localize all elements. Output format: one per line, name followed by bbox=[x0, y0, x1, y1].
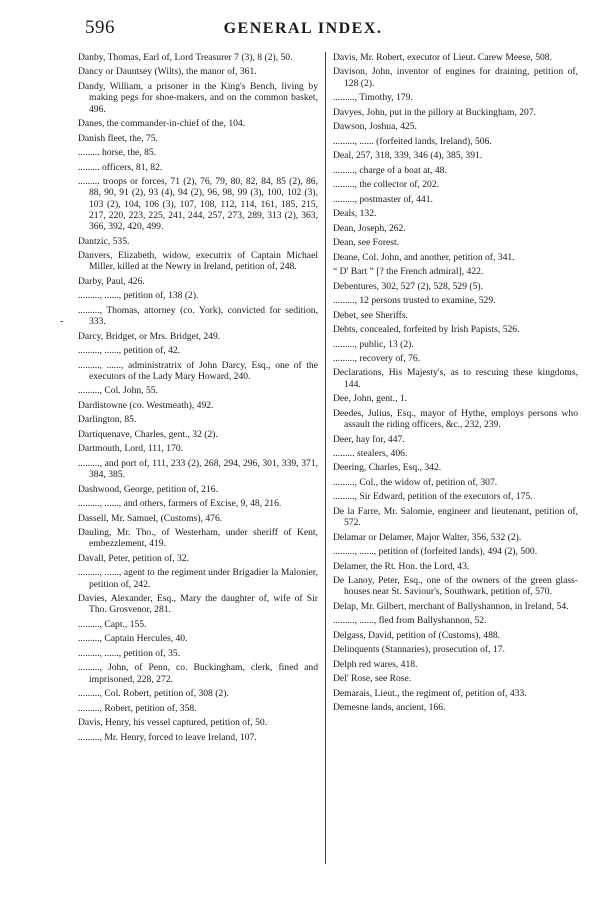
index-entry: Demesne lands, ancient, 166. bbox=[333, 702, 446, 714]
index-entry: ........., ......, petition of (forfeited lands), 494 (2), 500. bbox=[333, 546, 538, 558]
index-entry: De Lanoy, Peter, Esq., one of the owners of the green glass-houses near St. Saviour's, Southwark, petition of, 570. bbox=[333, 575, 578, 598]
index-entry: ........., Capt., 155. bbox=[78, 618, 147, 630]
index-entry: Delph red wares, 418. bbox=[333, 658, 418, 670]
index-entry: Deedes, Julius, Esq., mayor of Hythe, employs persons who assault the riding officers, &c., 232, 239. bbox=[333, 407, 578, 431]
index-entry: Davison, John, inventor of engines for draining, petition of, 128 (2). bbox=[333, 66, 578, 89]
index-entry: Davis, Henry, his vessel captured, petition of, 50. bbox=[78, 717, 268, 729]
index-entry: Danby, Thomas, Earl of, Lord Treasurer 7 (3), 8 (2), 50. bbox=[78, 52, 293, 63]
index-entry: ......... horse, the, 85. bbox=[78, 147, 157, 159]
index-entry: ........., ......, agent to the regiment under Brigadier la Malonier, petition of, 242. bbox=[78, 567, 318, 590]
index-entry: “ D' Bart ” [? the French admiral], 422. bbox=[333, 266, 484, 278]
index-entry: Dean, see Forest. bbox=[333, 237, 400, 249]
index-entry: Debentures, 302, 527 (2), 528, 529 (5). bbox=[333, 280, 484, 292]
index-entry: Declarations, His Majesty's, as to rescuing these kingdoms, 144. bbox=[333, 367, 578, 390]
index-entry: Deer, hay for, 447. bbox=[333, 433, 405, 445]
index-entry: Davies, Alexander, Esq., Mary the daughter of, wife of Sir Tho. Grosvenor, 281. bbox=[78, 593, 318, 616]
index-entry: Danish fleet, the, 75. bbox=[78, 132, 158, 144]
index-column-right bbox=[333, 52, 578, 717]
index-entry: Darcy, Bridget, or Mrs. Bridget, 249. bbox=[78, 330, 221, 342]
index-entry: Dassell, Mr. Samuel, (Customs), 476. bbox=[78, 512, 223, 524]
index-entry: Davis, Mr. Robert, executor of Lieut. Carew Meese, 508. bbox=[333, 52, 552, 63]
margin-mark: - bbox=[60, 316, 64, 327]
index-entry: ........., Col. Robert, petition of, 308 (2). bbox=[78, 688, 229, 700]
index-entry: Darlington, 85. bbox=[78, 414, 137, 426]
index-entry: Dean, Joseph, 262. bbox=[333, 222, 406, 234]
index-entry: Darby, Paul, 426. bbox=[78, 275, 145, 287]
index-entry: ........., the collector of, 202. bbox=[333, 179, 440, 191]
index-entry: Dauling, Mr. Tho., of Westerham, under sheriff of Kent, embezzlement, 419. bbox=[78, 527, 318, 550]
index-entry: ........., postmaster of, 441. bbox=[333, 193, 433, 205]
index-entry: ........., Captain Hercules, 40. bbox=[78, 633, 188, 645]
index-entry: Deane, Col. John, and another, petition of, 341. bbox=[333, 251, 515, 263]
index-entry: ......... officers, 81, 82. bbox=[78, 161, 163, 173]
index-entry: Dee, John, gent., 1. bbox=[333, 393, 408, 405]
index-entry: Debet, see Sheriffs. bbox=[333, 309, 408, 321]
index-entry: ......... stealers, 406. bbox=[333, 448, 408, 459]
index-entry: ........., ......, fled from Ballyshannon, 52. bbox=[333, 615, 487, 627]
running-title: GENERAL INDEX. bbox=[223, 20, 383, 37]
index-entry: ........., Col. John, 55. bbox=[78, 385, 158, 397]
index-entry: Davall, Peter, petition of, 32. bbox=[78, 552, 189, 564]
index-entry: ......... troops or forces, 71 (2), 76, 79, 80, 82, 84, 85 (2), 86, 88, 90, 91 (2), 93 (4), 94 (2), 96, 98, 99 (3), 100, 102 (3), 103 (2), 104, 106 (3), 107, 108, 112, 114, 161, 185, 215, 217, 220, 223, 225, 241, 244, 257, 273, 289, 313 (2), 363, 366, 392, 420, 499. bbox=[78, 175, 318, 233]
index-entry: Dardistowne (co. Westmeath), 492. bbox=[78, 399, 214, 411]
index-entry: Deal, 257, 318, 339, 346 (4), 385, 391. bbox=[333, 150, 483, 162]
index-entry: ........., 12 persons trusted to examine, 529. bbox=[333, 295, 496, 307]
index-entry: ........., ......, petition of, 138 (2). bbox=[78, 290, 199, 302]
index-entry: De la Farre, Mr. Salomie, engineer and lieutenant, petition of, 572. bbox=[333, 505, 578, 529]
index-entry: Dashwood, George, petition of, 216. bbox=[78, 483, 218, 495]
index-entry: ........., ......, petition of, 42. bbox=[78, 345, 181, 357]
index-entry: Del' Rose, see Rose. bbox=[333, 673, 412, 685]
index-entry: Dandy, William, a prisoner in the King's Bench, living by making pegs for shoe-makers, and on the common basket, 496. bbox=[78, 80, 318, 115]
column-divider bbox=[325, 52, 326, 864]
index-entry: ........., Sir Edward, petition of the executors of, 175. bbox=[333, 491, 533, 503]
index-entry: Delap, Mr. Gilbert, merchant of Ballyshannon, in Ireland, 54. bbox=[333, 600, 569, 612]
index-entry: Dancy or Dauntsey (Wilts), the manor of, 361. bbox=[78, 66, 257, 78]
index-entry: Dartmouth, Lord, 111, 170. bbox=[78, 443, 184, 455]
index-entry: Delamar or Delamer, Major Walter, 356, 532 (2). bbox=[333, 531, 522, 543]
index-entry: ........., recovery of, 76. bbox=[333, 352, 421, 364]
index-entry: ........., ......, administratrix of John Darcy, Esq., one of the executors of the Lady Mary Howard, 240. bbox=[78, 359, 318, 382]
page-number: 596 bbox=[85, 17, 115, 38]
index-entry: Delamer, the Rt. Hon. the Lord, 43. bbox=[333, 560, 470, 572]
index-entry: Danvers, Elizabeth, widow, executrix of Captain Michael Miller, killed at the Newry in Ireland, petition of, 248. bbox=[78, 250, 318, 273]
index-entry: ........., Timothy, 179. bbox=[333, 92, 413, 104]
index-entry: ........., Mr. Henry, forced to leave Ireland, 107. bbox=[78, 731, 257, 743]
index-entry: ........., public, 13 (2). bbox=[333, 338, 414, 350]
index-entry: Deering, Charles, Esq., 342. bbox=[333, 462, 442, 474]
index-entry: ........., ......, petition of, 35. bbox=[78, 647, 181, 659]
index-column-left bbox=[78, 52, 318, 746]
index-entry: Dartiquenave, Charles, gent., 32 (2). bbox=[78, 428, 218, 440]
index-entry: ........., ...... (forfeited lands, Ireland), 506. bbox=[333, 135, 492, 147]
index-entry: Delgass, David, petition of (Customs), 488. bbox=[333, 629, 501, 641]
index-entry: Delinquents (Stannaries), prosecution of, 17. bbox=[333, 644, 505, 656]
index-entry: ........., Col., the widow of, petition of, 307. bbox=[333, 476, 498, 488]
index-entry: Davyes, John, put in the pillory at Buckingham, 207. bbox=[333, 106, 537, 118]
index-entry: Demarais, Lieut., the regiment of, petition of, 433. bbox=[333, 687, 527, 699]
index-entry: ........., and port of, 111, 233 (2), 268, 294, 296, 301, 339, 371, 384, 385. bbox=[78, 457, 318, 481]
index-entry: ........., Robert, petition of, 358. bbox=[78, 702, 197, 714]
index-entry: Deals, 132. bbox=[333, 208, 377, 220]
index-entry: ........., ......, and others, farmers of Excise, 9, 48, 216. bbox=[78, 498, 282, 510]
index-entry: ........., John, of Penn, co. Buckingham, clerk, fined and imprisoned, 228, 272. bbox=[78, 662, 318, 685]
index-entry: Dantzic, 535. bbox=[78, 235, 130, 247]
index-entry: ........., charge of a boat at, 48. bbox=[333, 164, 447, 176]
index-entry: ........., Thomas, attorney (co. York), convicted for sedition, 333. bbox=[78, 304, 318, 328]
index-entry: Debts, concealed, forfeited by Irish Papists, 526. bbox=[333, 324, 520, 336]
index-entry: Dawson, Joshua, 425. bbox=[333, 121, 417, 133]
index-entry: Danes, the commander-in-chief of the, 104. bbox=[78, 118, 246, 130]
